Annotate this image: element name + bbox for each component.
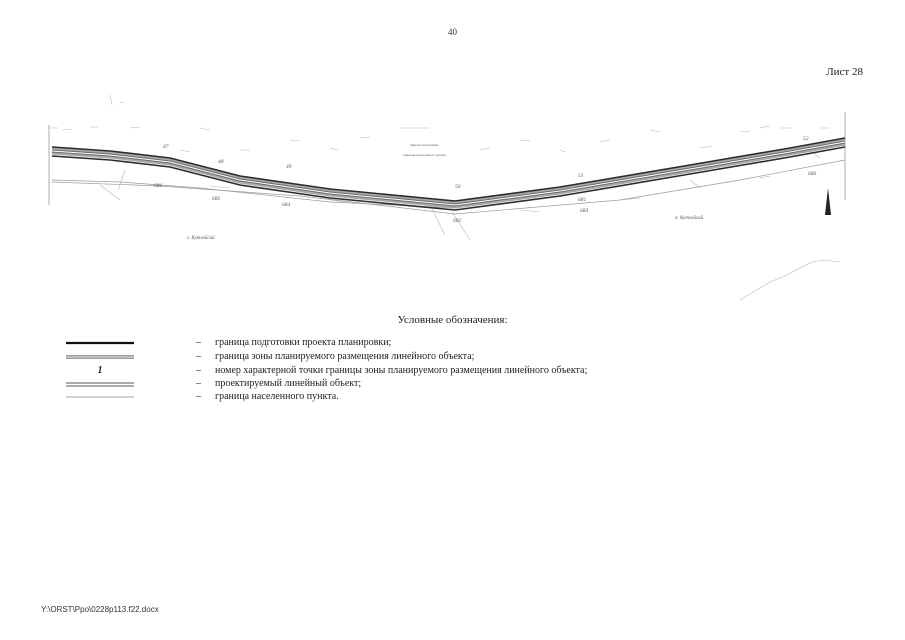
legend-symbol-zone — [66, 351, 134, 364]
point-number-label: 682 — [453, 218, 462, 224]
legend-text: номер характерной точки границы зоны планируемого размещения линейного объекта; — [215, 365, 588, 376]
legend-text: проектируемый линейный объект; — [215, 378, 362, 389]
legend-dash: – — [196, 365, 201, 376]
point-number-label: 681 — [578, 197, 587, 203]
legend-text: граница населенного пункта. — [215, 391, 339, 402]
projected-object-line — [52, 142, 845, 205]
map-notes — [402, 142, 446, 157]
legend-dash: – — [196, 351, 201, 362]
legend-symbol-boundary — [66, 337, 134, 350]
legend-symbol-point-number: 1 — [97, 365, 103, 376]
legend-title: Условные обозначения: — [397, 314, 508, 326]
north-arrow-icon — [825, 188, 831, 215]
planning-map — [0, 90, 905, 315]
settlement-label: п. Кутлейсий — [675, 216, 704, 221]
legend-item — [66, 365, 826, 378]
footer-file-path: Y:\ORST\Ppo\0228p113.f22.docx — [41, 605, 159, 614]
legend-text: граница подготовки проекта планировки; — [215, 337, 392, 348]
page-number: 40 — [448, 27, 457, 37]
legend-item — [66, 337, 826, 350]
map-note: Граница населенного пункта — [403, 153, 447, 157]
point-number-label: 50 — [455, 184, 461, 190]
point-number-label: 680 — [808, 171, 817, 177]
planning-boundary-line — [52, 138, 845, 201]
legend-item — [66, 378, 826, 391]
point-number-label: 48 — [218, 159, 224, 165]
point-number-label: 49 — [286, 164, 292, 170]
legend-symbol-projected-object — [66, 378, 134, 391]
zone-boundary-band — [52, 142, 845, 205]
legend-symbol-settlement — [66, 391, 134, 404]
point-number-label: 51 — [578, 173, 584, 179]
sheet-label: Лист 28 — [826, 66, 863, 78]
settlement-label: г. Кутлейсий — [187, 236, 215, 241]
settlement-labels — [187, 215, 704, 241]
legend-dash: – — [196, 337, 201, 348]
legend-dash: – — [196, 378, 201, 389]
point-number-label: 686 — [154, 183, 163, 189]
point-number-label: 683 — [580, 208, 589, 214]
point-number-label: 52 — [803, 136, 809, 142]
point-number-label: 685 — [212, 196, 221, 202]
point-number-label: 684 — [282, 202, 291, 208]
projected-object-line-inner — [52, 142, 845, 205]
legend-dash: – — [196, 391, 201, 402]
legend-text: граница зоны планируемого размещения линейного объекта; — [215, 351, 475, 362]
legend-item — [66, 351, 826, 364]
map-details — [50, 95, 840, 300]
point-number-label: 47 — [163, 144, 169, 150]
legend-item — [66, 391, 826, 404]
map-note: Заречинский район — [410, 143, 439, 147]
